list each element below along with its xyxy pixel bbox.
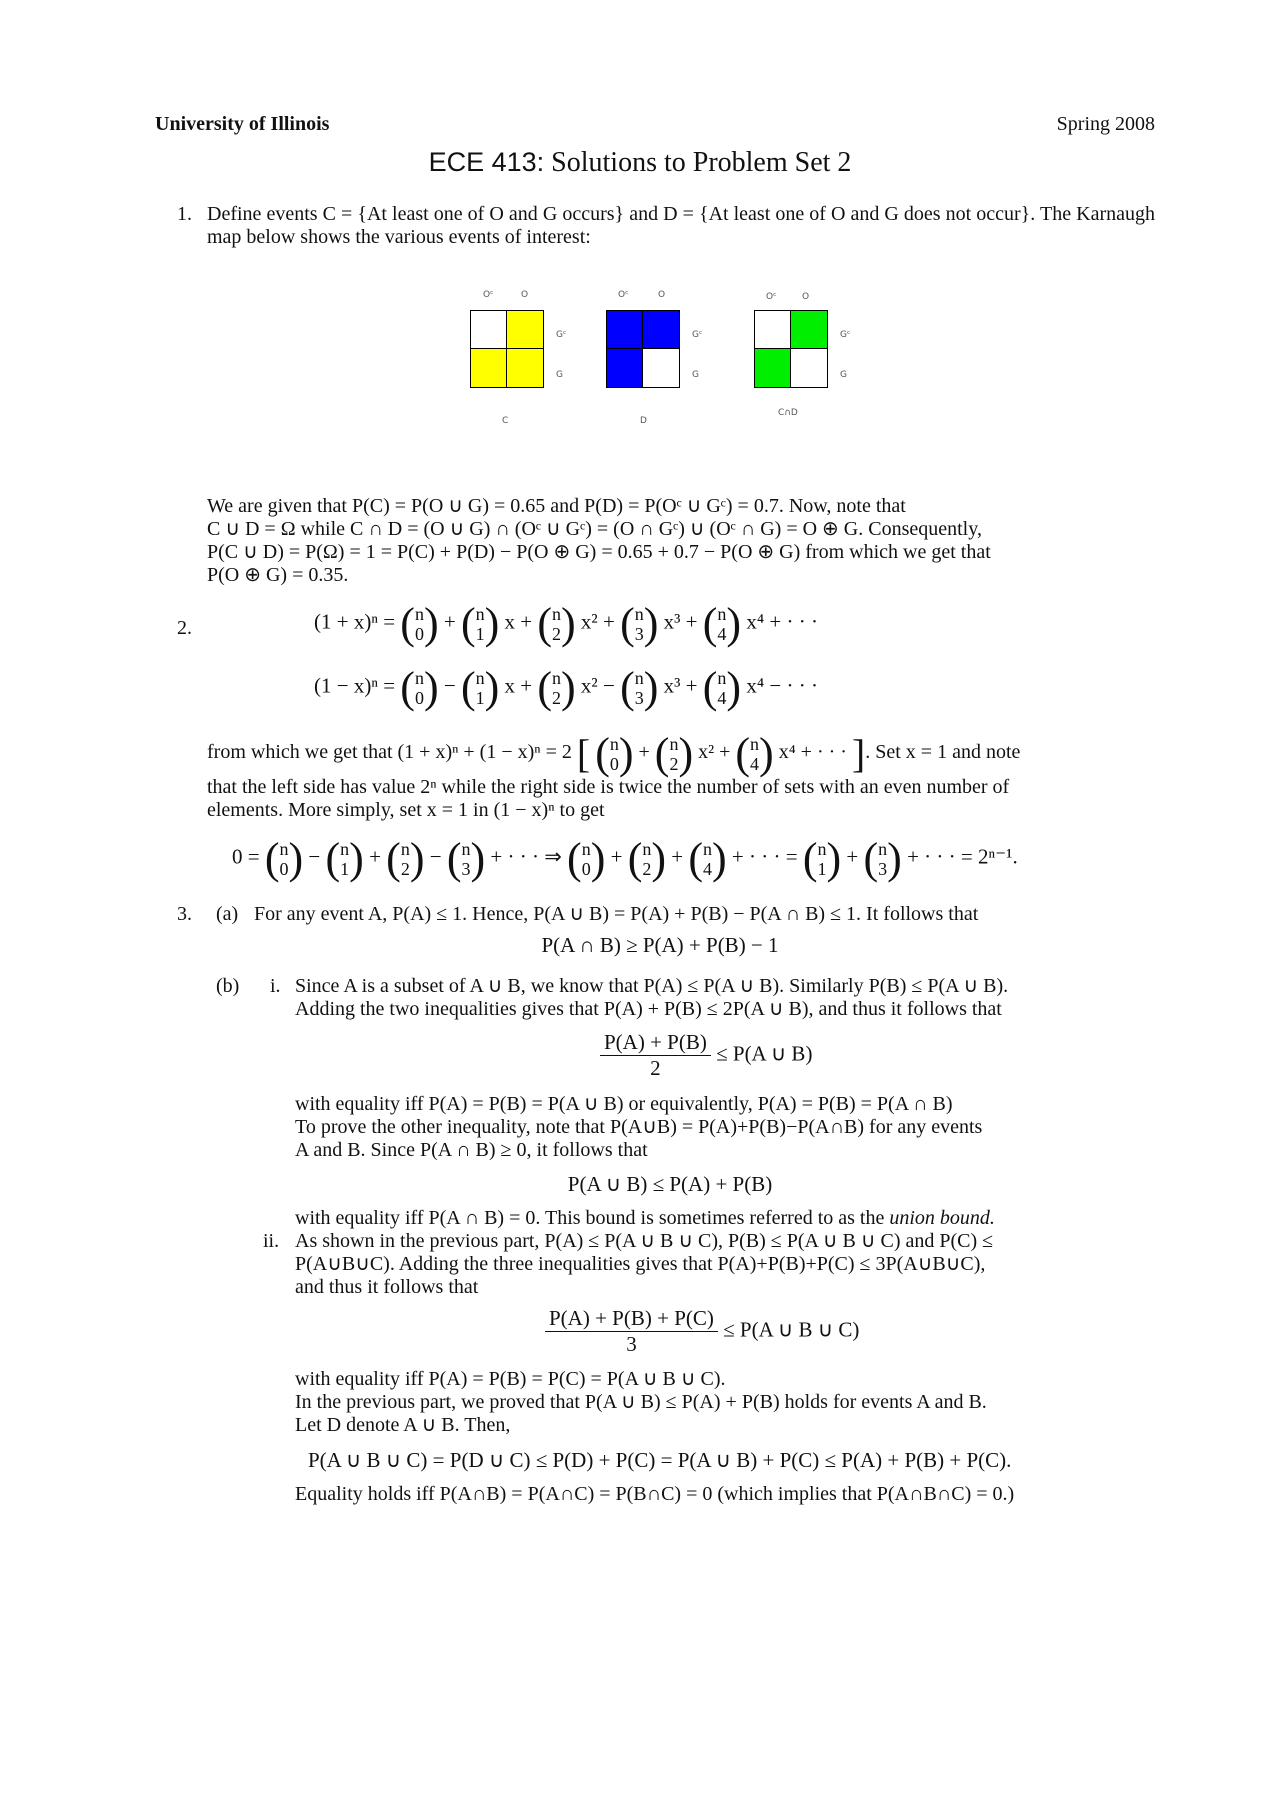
eq1-op-2: x² + <box>580 609 615 634</box>
problem-1-line-2: C ∪ D = Ω while C ∩ D = (O ∪ G) ∩ (Oᶜ ∪ Gᶜ) = (O ∩ Gᶜ) ∪ (Oᶜ ∩ G) = O ⊕ G. Consequently, <box>207 518 982 540</box>
bracket-op-1: x² + <box>698 741 731 764</box>
term: Spring 2008 <box>1056 113 1155 135</box>
binom-n-2: (n 2) <box>537 599 576 648</box>
part-i-fraction: $\frac{P(A) + P(B)}{2}$ <box>600 1030 711 1081</box>
map2-cell-11 <box>642 348 680 388</box>
part-ii-chain-eq: P(A ∪ B ∪ C) = P(D ∪ C) ≤ P(D) + P(C) = P(A ∪ B) + P(C) ≤ P(A) + P(B) + P(C). <box>308 1448 1012 1472</box>
binom-n-1: (n 1) <box>460 599 500 648</box>
map3-cell-11 <box>790 348 828 388</box>
map3-cell-01 <box>790 310 828 349</box>
part-i-line-4: To prove the other inequality, note that P(A∪B) = P(A)+P(B)−P(A∩B) for any events <box>295 1116 983 1138</box>
map1-right-label-1: G <box>556 370 563 380</box>
map1-bottom-label: C <box>502 416 509 426</box>
problem-1-number: 1. <box>177 203 192 225</box>
binom-n-2: (n 2) <box>537 663 576 712</box>
title-rest: Solutions to Problem Set 2 <box>551 147 852 178</box>
map2-cell-10 <box>606 348 643 388</box>
map3-cell-00 <box>754 310 791 349</box>
part-i-line-5: A and B. Since P(A ∩ B) ≥ 0, it follows that <box>295 1139 648 1161</box>
map2-top-label-1: O <box>658 290 666 300</box>
part-a-label: (a) <box>216 903 239 925</box>
problem-3-number: 3. <box>177 903 192 925</box>
eq1-op-3: x³ + <box>663 609 698 634</box>
map3-bottom-label: C∩D <box>778 408 798 418</box>
problem-2-line-3: elements. More simply, set x = 1 in (1 − x)ⁿ to get <box>207 799 605 821</box>
part-ii-line-5: In the previous part, we proved that P(A ∪ B) ≤ P(A) + P(B) holds for events A and B. <box>295 1391 987 1413</box>
problem-1-line-1: We are given that P(C) = P(O ∪ G) = 0.65 and P(D) = P(Oᶜ ∪ Gᶜ) = 0.7. Now, note that <box>207 495 906 517</box>
karnaugh-maps <box>460 280 860 440</box>
part-i-fraction-rhs: ≤ P(A ∪ B) <box>716 1041 813 1066</box>
part-i-label: i. <box>270 975 281 997</box>
final-binom-5: (n 2) <box>627 834 667 883</box>
final-binom-1: (n 1) <box>325 834 364 883</box>
part-ii-line-4: with equality iff P(A) = P(B) = P(C) = P(A ∪ B ∪ C). <box>295 1368 726 1390</box>
binom-n-0: (n 0) <box>400 663 439 712</box>
map2-right-label-1: G <box>692 370 699 380</box>
part-i-line-2: Adding the two inequalities gives that P(A) + P(B) ≤ 2P(A ∪ B), and thus it follows that <box>295 998 1002 1020</box>
part-i-line-1: Since A is a subset of A ∪ B, we know that P(A) ≤ P(A ∪ B). Similarly P(B) ≤ P(A ∪ B). <box>295 975 1009 997</box>
eq-final-sum: 0 = (n 0) − (n 1) + (n 2) − (n 3) + · · · ⇒ (n 0) + (n 2) + (n 4) + · · · = (n 1) + (n 3) + · · · = 2ⁿ⁻¹. <box>232 834 1018 883</box>
part-ii-line-1: As shown in the previous part, P(A) ≤ P(A ∪ B ∪ C), P(B) ≤ P(A ∪ B ∪ C) and P(C) ≤ <box>295 1230 994 1252</box>
part-i-line-6: with equality iff P(A ∩ B) = 0. This bound is sometimes referred to as the union bound. <box>295 1207 995 1229</box>
bracket-op-2: x⁴ + · · · <box>778 741 847 764</box>
eq-binomial-minus <box>314 662 818 713</box>
from-text: from which we get that (1 + x)ⁿ + (1 − x)ⁿ = 2 <box>207 741 572 764</box>
map2-cell-00 <box>606 310 643 349</box>
map2-top-label-0: Oᶜ <box>618 290 629 300</box>
from-which-line: from which we get that (1 + x)ⁿ + (1 − x)ⁿ = 2 [ (n 0) + (n 2) x² + (n 4) x⁴ + · · · ]. Set x = 1 and note <box>207 729 1021 778</box>
map1-cell-00 <box>470 310 507 349</box>
binom-n-4: (n 4) <box>702 599 742 648</box>
page-title <box>0 147 1280 179</box>
map1-cell-10 <box>470 348 507 388</box>
eq2-lhs: (1 − x)ⁿ = <box>314 673 396 698</box>
problem-1-line-4: P(O ⊕ G) = 0.35. <box>207 564 349 586</box>
final-binom-3: (n 3) <box>446 834 486 883</box>
map2-cell-01 <box>642 310 680 349</box>
problem-2-line-2: that the left side has value 2ⁿ while the right side is twice the number of sets with an even number of <box>207 776 1010 798</box>
part-ii-fraction: $\frac{P(A) + P(B) + P(C)}{3}$ <box>545 1306 718 1357</box>
eq2-op-1: x + <box>504 673 533 698</box>
binom-n-3: (n 3) <box>620 663 659 712</box>
part-b-label: (b) <box>216 975 240 997</box>
eq2-op-2: x² − <box>580 673 615 698</box>
binom-n-2: (n 2) <box>654 729 694 778</box>
part-a-text: For any event A, P(A) ≤ 1. Hence, P(A ∪ B) = P(A) + P(B) − P(A ∩ B) ≤ 1. It follows that <box>254 903 979 925</box>
eq2-op-3: x³ + <box>663 673 698 698</box>
problem-1-line-3: P(C ∪ D) = P(Ω) = 1 = P(C) + P(D) − P(O ⊕ G) = 0.65 + 0.7 − P(O ⊕ G) from which we get that <box>207 541 991 563</box>
map3-top-label-1: O <box>802 292 810 302</box>
binom-n-4: (n 4) <box>735 729 774 778</box>
part-ii-line-3: and thus it follows that <box>295 1276 479 1298</box>
map3-cell-10 <box>754 348 791 388</box>
part-ii-fraction-rhs: ≤ P(A ∪ B ∪ C) <box>723 1317 860 1342</box>
part-ii-line-2: P(A∪B∪C). Adding the three inequalities gives that P(A)+P(B)+P(C) ≤ 3P(A∪B∪C), <box>295 1253 986 1275</box>
problem-2-number: 2. <box>177 617 192 639</box>
binom-n-0: (n 0) <box>595 729 634 778</box>
map1-top-label-0: Oᶜ <box>483 290 494 300</box>
union-bound-eq: P(A ∪ B) ≤ P(A) + P(B) <box>567 1172 773 1196</box>
institution: University of Illinois <box>155 113 330 135</box>
part-ii-line-7: Equality holds iff P(A∩B) = P(A∩C) = P(B∩C) = 0 (which implies that P(A∩B∩C) = 0.) <box>295 1483 1015 1505</box>
bracket-op-0: + <box>638 741 650 764</box>
part-i-fraction-eq <box>600 1030 812 1081</box>
from-text-end: . Set x = 1 and note <box>865 741 1021 764</box>
part-ii-line-6: Let D denote A ∪ B. Then, <box>295 1414 511 1436</box>
course-code: ECE 413: <box>428 147 545 177</box>
map1-top-label-1: O <box>521 290 529 300</box>
part-ii-fraction-eq <box>545 1306 859 1357</box>
eq-binomial-plus <box>314 598 818 649</box>
map3-top-label-0: Oᶜ <box>766 292 777 302</box>
map3-right-label-1: G <box>840 370 847 380</box>
part-ii-label: ii. <box>263 1230 280 1252</box>
eq2-op-4: x⁴ − · · · <box>746 673 818 698</box>
map1-right-label-0: Gᶜ <box>556 330 567 340</box>
eq1-lhs: (1 + x)ⁿ = <box>314 609 396 634</box>
eq2-op-0: − <box>443 673 456 698</box>
final-binom-8: (n 3) <box>863 834 902 883</box>
eq1-op-4: x⁴ + · · · <box>746 609 818 634</box>
map1-cell-01 <box>506 310 544 349</box>
part-a-equation: P(A ∩ B) ≥ P(A) + P(B) − 1 <box>541 933 779 957</box>
final-binom-2: (n 2) <box>386 834 425 883</box>
binom-n-0: (n 0) <box>400 599 439 648</box>
final-binom-6: (n 4) <box>688 834 727 883</box>
binom-n-1: (n 1) <box>460 663 500 712</box>
map2-right-label-0: Gᶜ <box>692 330 703 340</box>
final-binom-7: (n 1) <box>802 834 842 883</box>
eq1-op-1: x + <box>504 609 533 634</box>
part-i-line-3: with equality iff P(A) = P(B) = P(A ∪ B) or equivalently, P(A) = P(B) = P(A ∩ B) <box>295 1093 953 1115</box>
map2-bottom-label: D <box>640 416 647 426</box>
problem-1-intro: Define events C = {At least one of O and G occurs} and D = {At least one of O and G does not occur}. The Karnaugh map below shows the various events of interest: <box>207 203 1155 248</box>
union-bound-term: union bound. <box>889 1207 995 1229</box>
eq1-op-0: + <box>443 609 456 634</box>
binom-n-3: (n 3) <box>620 599 659 648</box>
final-binom-0: (n 0) <box>264 834 304 883</box>
map3-right-label-0: Gᶜ <box>840 330 851 340</box>
final-binom-4: (n 0) <box>567 834 606 883</box>
map1-cell-11 <box>506 348 544 388</box>
binom-n-4: (n 4) <box>702 663 742 712</box>
final-lhs: 0 = <box>232 844 260 869</box>
